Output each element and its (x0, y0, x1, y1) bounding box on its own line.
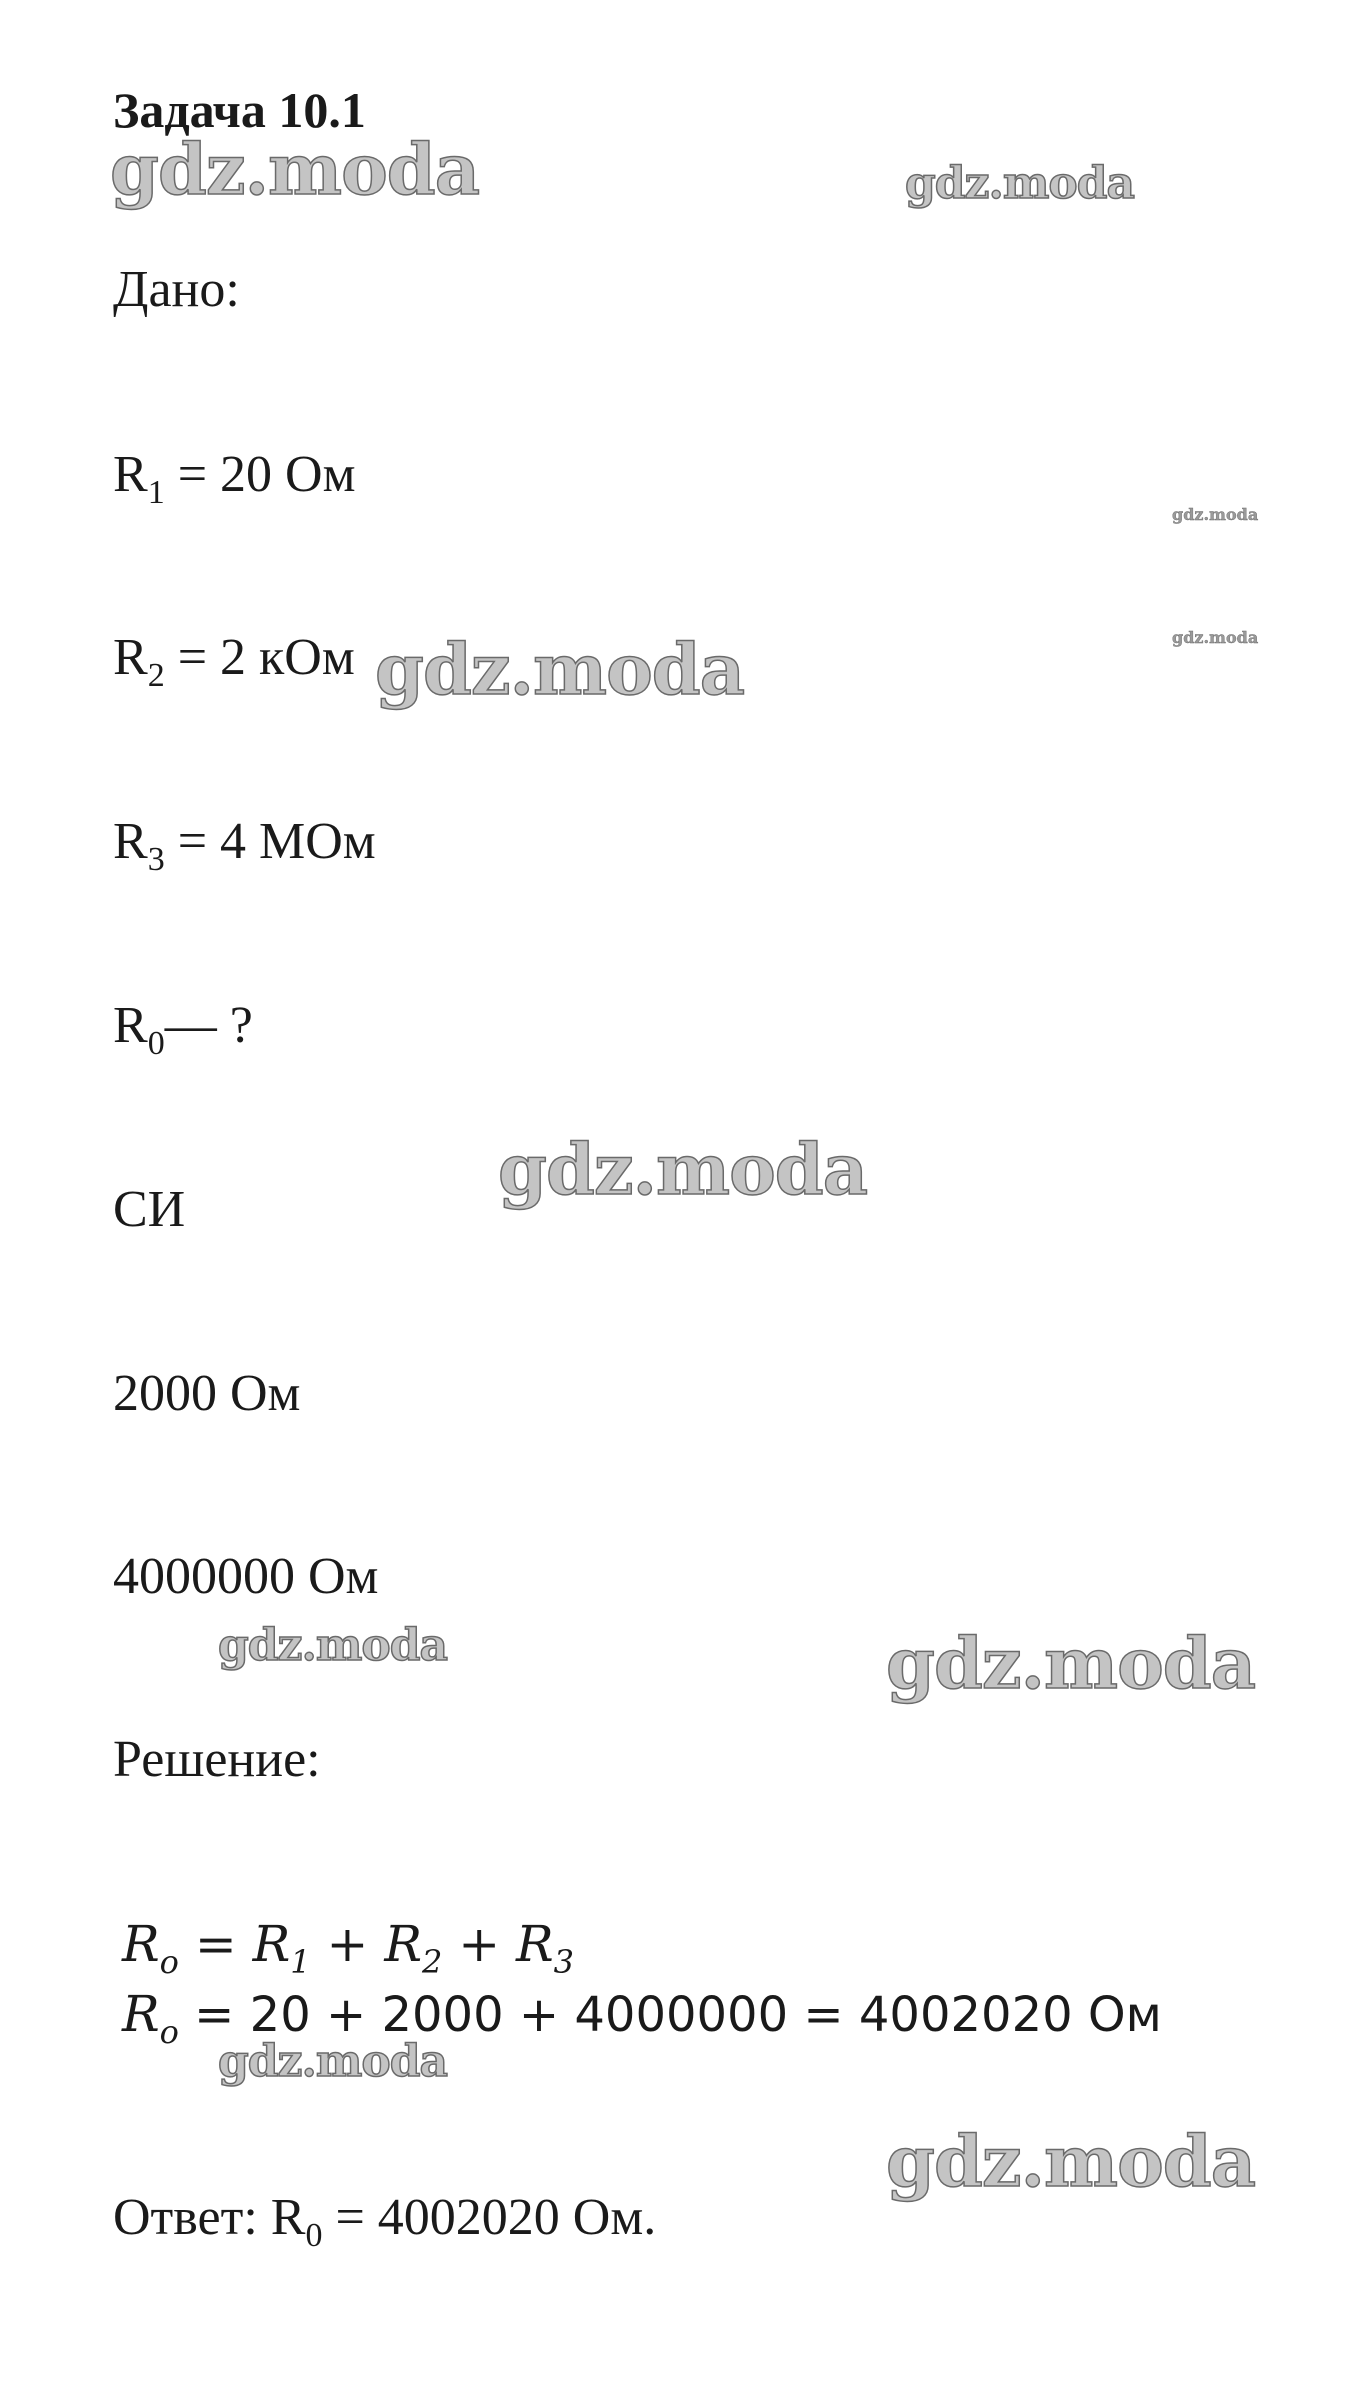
si-value-r2: 2000 Ом (113, 1365, 301, 1422)
watermark: gdz.moda (218, 2036, 448, 2087)
watermark: gdz.moda (886, 1622, 1256, 1705)
r2-symbol: R (113, 629, 148, 686)
formula1-term1-subscript: 1 (290, 1943, 311, 1981)
si-value-r3: 4000000 Ом (113, 1548, 379, 1605)
formula1-plus-2: + (442, 1915, 517, 1973)
r0-question: — ? (164, 997, 253, 1054)
answer-label: Ответ: (113, 2189, 271, 2246)
r3-value: = 4 МОм (164, 813, 376, 870)
r3-subscript: 3 (147, 841, 165, 878)
watermark: gdz.moda (218, 1620, 448, 1671)
answer-symbol: R (270, 2189, 306, 2246)
watermark: gdz.moda (886, 2120, 1256, 2203)
watermark: gdz.moda (1172, 505, 1259, 524)
r0-subscript: 0 (147, 1025, 165, 1062)
answer-line (113, 2188, 656, 2254)
formula1-term1-symbol: R (252, 1915, 291, 1973)
formula1-equals: = (178, 1915, 253, 1973)
formula1-lhs-subscript: o (159, 1943, 179, 1981)
formula1-lhs-symbol: R (122, 1915, 160, 1973)
r1-subscript: 1 (147, 474, 165, 511)
answer-subscript: 0 (305, 2217, 323, 2254)
given-r3 (113, 812, 376, 878)
watermark: gdz.moda (905, 158, 1135, 209)
r2-value: = 2 кОм (164, 629, 355, 686)
problem-title: Задача 10.1 (113, 82, 366, 138)
formula2-lhs-symbol: R (122, 1985, 160, 2043)
r1-symbol: R (113, 446, 148, 503)
r1-value: = 20 Ом (164, 446, 356, 503)
r3-symbol: R (113, 813, 148, 870)
watermark: gdz.moda (110, 128, 480, 211)
formula1-term2-symbol: R (384, 1915, 422, 1973)
r2-subscript: 2 (147, 657, 165, 694)
given-label: Дано: (113, 261, 240, 318)
formula-sum (122, 1915, 574, 1979)
formula1-term3-symbol: R (516, 1915, 554, 1973)
formula1-term2-subscript: 2 (421, 1943, 443, 1981)
watermark: gdz.moda (375, 628, 745, 711)
solution-label: Решение: (113, 1731, 321, 1788)
formula2-rhs: = 20 + 2000 + 4000000 = 4002020 Ом (178, 1987, 1162, 2043)
formula1-plus-1: + (310, 1915, 385, 1973)
formula1-term3-subscript: 3 (553, 1943, 575, 1981)
given-r1 (113, 445, 355, 511)
watermark: gdz.moda (1172, 628, 1259, 647)
given-r2 (113, 628, 355, 694)
r0-symbol: R (113, 997, 148, 1054)
formula2-lhs-subscript: o (159, 2013, 179, 2051)
si-label: СИ (113, 1181, 186, 1238)
answer-value: = 4002020 Ом. (322, 2189, 657, 2246)
given-r0 (113, 996, 253, 1062)
watermark: gdz.moda (498, 1128, 868, 1211)
